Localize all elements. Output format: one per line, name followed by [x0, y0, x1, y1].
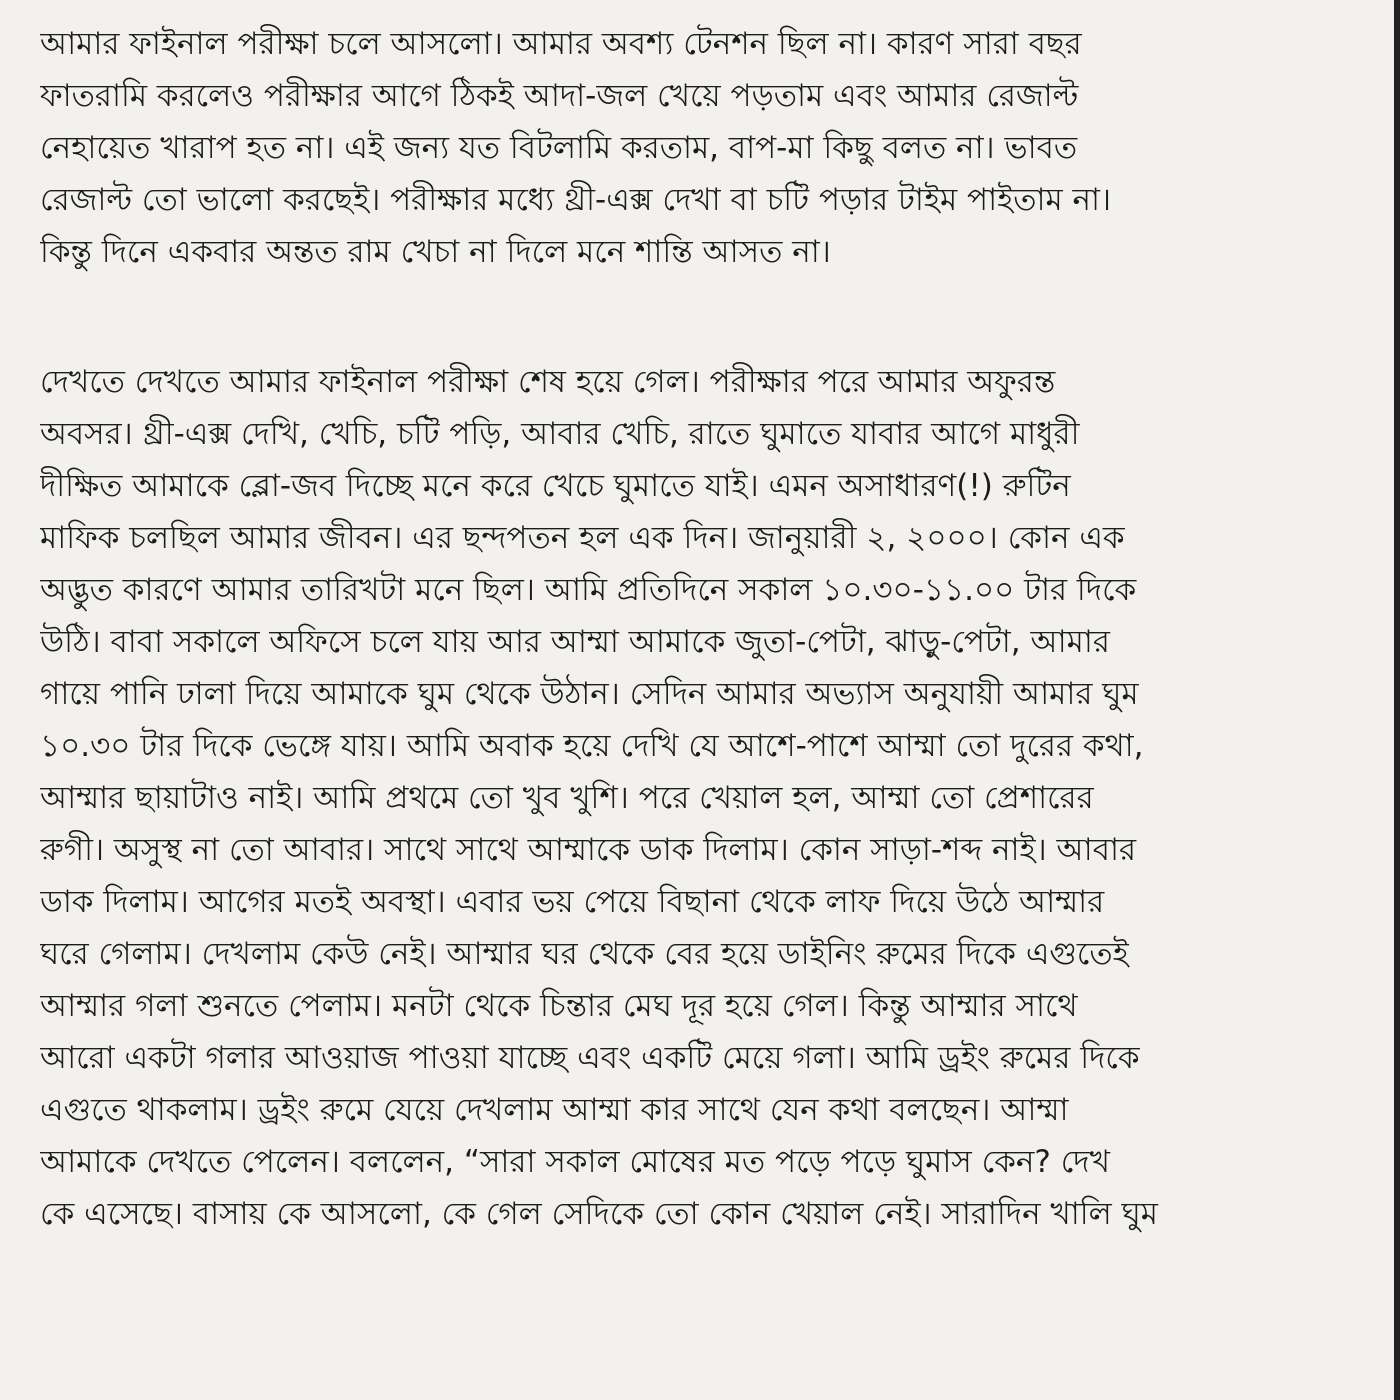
text-line: মাফিক চলছিল আমার জীবন। এর ছন্দপতন হল এক দিন। জানুয়ারী ২, ২০০০। কোন এক — [40, 520, 1125, 556]
text-line: আম্মার গলা শুনতে পেলাম। মনটা থেকে চিন্তার মেঘ দূর হয়ে গেল। কিন্তু আম্মার সাথে — [40, 988, 1078, 1024]
text-line: আরো একটা গলার আওয়াজ পাওয়া যাচ্ছে এবং একটি মেয়ে গলা। আমি ড্রইং রুমের দিকে — [40, 1040, 1140, 1076]
text-line: ঘরে গেলাম। দেখলাম কেউ নেই। আম্মার ঘর থেকে বের হয়ে ডাইনিং রুমের দিকে এগুতেই — [40, 936, 1129, 972]
text-line: দেখতে দেখতে আমার ফাইনাল পরীক্ষা শেষ হয়ে গেল। পরীক্ষার পরে আমার অফুরন্ত — [40, 364, 1056, 400]
text-line: নেহায়েত খারাপ হত না। এই জন্য যত বিটলামি করতাম, বাপ-মা কিছু বলত না। ভাবত — [40, 130, 1078, 166]
text-line: রেজাল্ট তো ভালো করছেই। পরীক্ষার মধ্যে থ্রী-এক্স দেখা বা চটি পড়ার টাইম পাইতাম না। — [40, 182, 1112, 218]
text-line: কে এসেছে। বাসায় কে আসলো, কে গেল সেদিকে তো কোন খেয়াল নেই। সারাদিন খালি ঘুম — [40, 1196, 1158, 1232]
text-line: উঠি। বাবা সকালে অফিসে চলে যায় আর আম্মা আমাকে জুতা-পেটা, ঝাড়ু-পেটা, আমার — [40, 624, 1110, 660]
paragraph-2 — [40, 356, 1370, 1240]
text-line: ১০.৩০ টার দিকে ভেঙ্গে যায়। আমি অবাক হয়ে দেখি যে আশে-পাশে আম্মা তো দুরের কথা, — [40, 728, 1144, 764]
page-edge-divider — [1394, 0, 1400, 1400]
text-line: দীক্ষিত আমাকে ব্লো-জব দিচ্ছে মনে করে খেচে ঘুমাতে যাই। এমন অসাধারণ(!) রুটিন — [40, 468, 1071, 504]
text-line: আম্মার ছায়াটাও নাই। আমি প্রথমে তো খুব খুশি। পরে খেয়াল হল, আম্মা তো প্রেশারের — [40, 780, 1094, 816]
text-line: রুগী। অসুস্থ না তো আবার। সাথে সাথে আম্মাকে ডাক দিলাম। কোন সাড়া-শব্দ নাই। আবার — [40, 832, 1137, 868]
text-line: গায়ে পানি ঢালা দিয়ে আমাকে ঘুম থেকে উঠান। সেদিন আমার অভ্যাস অনুযায়ী আমার ঘুম — [40, 676, 1139, 712]
text-line: ফাতরামি করলেও পরীক্ষার আগে ঠিকই আদা-জল খেয়ে পড়তাম এবং আমার রেজাল্ট — [40, 78, 1079, 114]
text-line: অবসর। থ্রী-এক্স দেখি, খেচি, চটি পড়ি, আবার খেচি, রাতে ঘুমাতে যাবার আগে মাধুরী — [40, 416, 1080, 452]
text-line: আমার ফাইনাল পরীক্ষা চলে আসলো। আমার অবশ্য টেনশন ছিল না। কারণ সারা বছর — [40, 26, 1082, 62]
text-line: এগুতে থাকলাম। ড্রইং রুমে যেয়ে দেখলাম আম্মা কার সাথে যেন কথা বলছেন। আম্মা — [40, 1092, 1069, 1128]
text-line: ডাক দিলাম। আগের মতই অবস্থা। এবার ভয় পেয়ে বিছানা থেকে লাফ দিয়ে উঠে আম্মার — [40, 884, 1105, 920]
paragraph-1 — [40, 18, 1370, 278]
text-line: কিন্তু দিনে একবার অন্তত রাম খেচা না দিলে মনে শান্তি আসত না। — [40, 234, 831, 270]
text-line: আমাকে দেখতে পেলেন। বললেন, “সারা সকাল মোষের মত পড়ে পড়ে ঘুমাস কেন? দেখ — [40, 1144, 1110, 1180]
text-line: অদ্ভুত কারণে আমার তারিখটা মনে ছিল। আমি প্রতিদিনে সকাল ১০.৩০-১১.০০ টার দিকে — [40, 572, 1137, 608]
